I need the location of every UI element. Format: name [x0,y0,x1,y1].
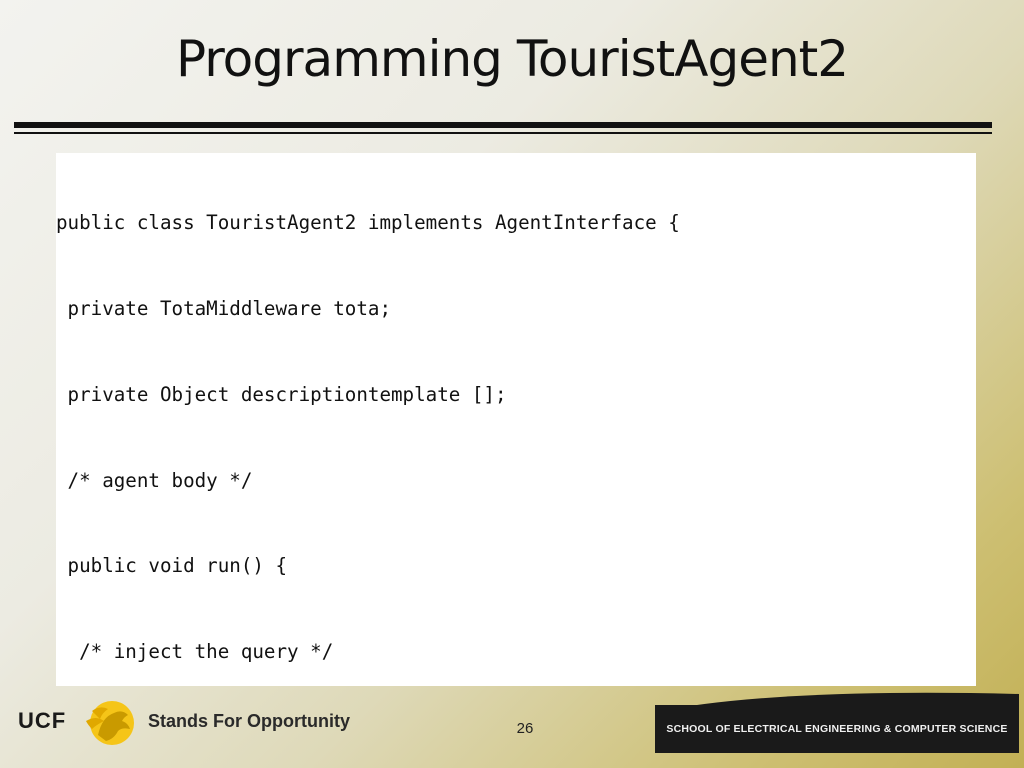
code-line: public void run() { [56,554,288,578]
title-divider-thick [14,122,992,128]
ucf-wordmark: UCF [18,708,67,733]
code-listing [56,153,976,686]
code-line: /* agent body */ [56,468,253,492]
page-number: 26 [516,720,534,737]
pegasus-logo-icon [78,695,150,749]
code-block [56,153,876,686]
slide-title: Programming TouristAgent2 [175,30,849,88]
school-banner [655,705,1019,753]
code-line: /* inject the query */ [56,640,334,664]
code-line: public class TouristAgent2 implements AgentInterface { [56,211,680,235]
title-divider-thin [14,132,992,134]
code-line: private Object descriptiontemplate []; [56,382,507,406]
school-name: SCHOOL OF ELECTRICAL ENGINEERING & COMPUTER SCIENCE [666,723,1008,735]
tagline: Stands For Opportunity [148,711,350,731]
ucf-footer [18,695,398,755]
code-line: private TotaMiddleware tota; [56,296,392,320]
